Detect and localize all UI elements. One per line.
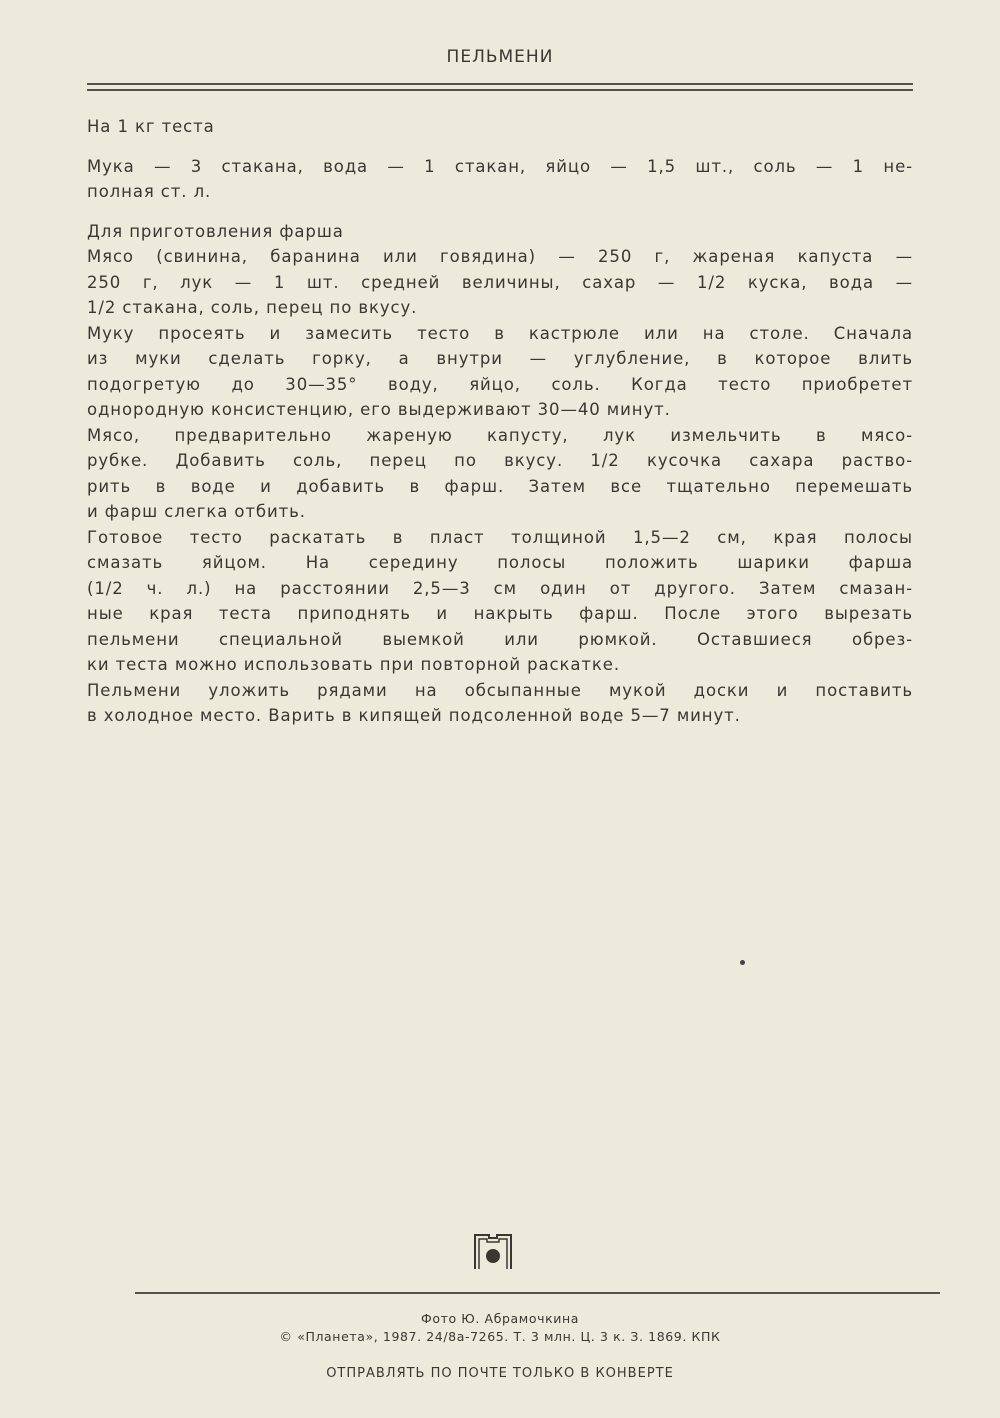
- text-line: На 1 кг теста: [87, 117, 215, 136]
- text-line: Мясо, предварительно жареную капусту, лук измельчить в мясо-: [87, 425, 913, 445]
- paragraph: [87, 423, 913, 525]
- text-line: Мука — 3 стакана, вода — 1 стакан, яйцо — 1,5 шт., соль — 1 не-: [87, 156, 913, 176]
- paragraph-gap: [87, 205, 913, 219]
- photo-credit: Фото Ю. Абрамочкина: [421, 1311, 579, 1326]
- text-line: (1/2 ч. л.) на расстоянии 2,5—3 см один от другого. Затем смазан-: [87, 578, 913, 598]
- text-line: Муку просеять и замесить тесто в кастрюле или на столе. Сначала: [87, 323, 913, 343]
- text-line: Готовое тесто раскатать в пласт толщиной 1,5—2 см, края полосы: [87, 527, 913, 547]
- text-line: рить в воде и добавить в фарш. Затем все тщательно перемешать: [87, 476, 913, 496]
- text-line: подогретую до 30—35° воду, яйцо, соль. Когда тесто приобретет: [87, 374, 913, 394]
- text-line: Пельмени уложить рядами на обсыпанные мукой доски и поставить: [87, 680, 913, 700]
- publisher-logo-icon: [472, 1232, 514, 1270]
- publisher-imprint: © «Планета», 1987. 24/8а-7265. Т. 3 млн. Ц. 3 к. З. 1869. КПК: [279, 1329, 721, 1344]
- footer-rule: [135, 1292, 940, 1294]
- text-line: Мясо (свинина, баранина или говядина) — 250 г, жареная капуста —: [87, 247, 913, 266]
- text-line: ные края теста приподнять и накрыть фарш. После этого вырезать: [87, 604, 913, 623]
- mail-note: ОТПРАВЛЯТЬ ПО ПОЧТЕ ТОЛЬКО В КОНВЕРТЕ: [326, 1366, 674, 1381]
- text-line: в холодное место. Варить в кипящей подсоленной воде 5—7 минут.: [87, 706, 741, 725]
- title-rule-top: [87, 83, 913, 85]
- text-line: однородную консистенцию, его выдерживают 30—40 минут.: [87, 400, 671, 419]
- page-title: ПЕЛЬМЕНИ: [446, 47, 554, 67]
- text-line: пельмени специальной выемкой или рюмкой. Оставшиеся обрез-: [87, 629, 913, 649]
- text-line: из муки сделать горку, а внутри — углубление, в которое влить: [87, 349, 913, 368]
- paragraph: [87, 525, 913, 678]
- text-line: ки теста можно использовать при повторной раскатке.: [87, 655, 620, 674]
- print-speck: [740, 960, 745, 965]
- paragraph: [87, 219, 913, 321]
- text-line: и фарш слегка отбить.: [87, 502, 306, 521]
- text-line: Для приготовления фарша: [87, 221, 344, 241]
- text-line: 1/2 стакана, соль, перец по вкусу.: [87, 298, 418, 317]
- paragraph-gap: [87, 140, 913, 154]
- text-line: смазать яйцом. На середину полосы положить шарики фарша: [87, 553, 913, 572]
- paragraph: [87, 154, 913, 205]
- text-line: рубке. Добавить соль, перец по вкусу. 1/2 кусочка сахара раство-: [87, 451, 913, 470]
- text-line: полная ст. л.: [87, 182, 212, 201]
- paragraph: [87, 114, 913, 140]
- text-line: 250 г, лук — 1 шт. средней величины, сахар — 1/2 куска, вода —: [87, 272, 913, 292]
- recipe-text: [87, 114, 913, 729]
- title-rule-bottom: [87, 89, 913, 91]
- paragraph: [87, 678, 913, 729]
- paragraph: [87, 321, 913, 423]
